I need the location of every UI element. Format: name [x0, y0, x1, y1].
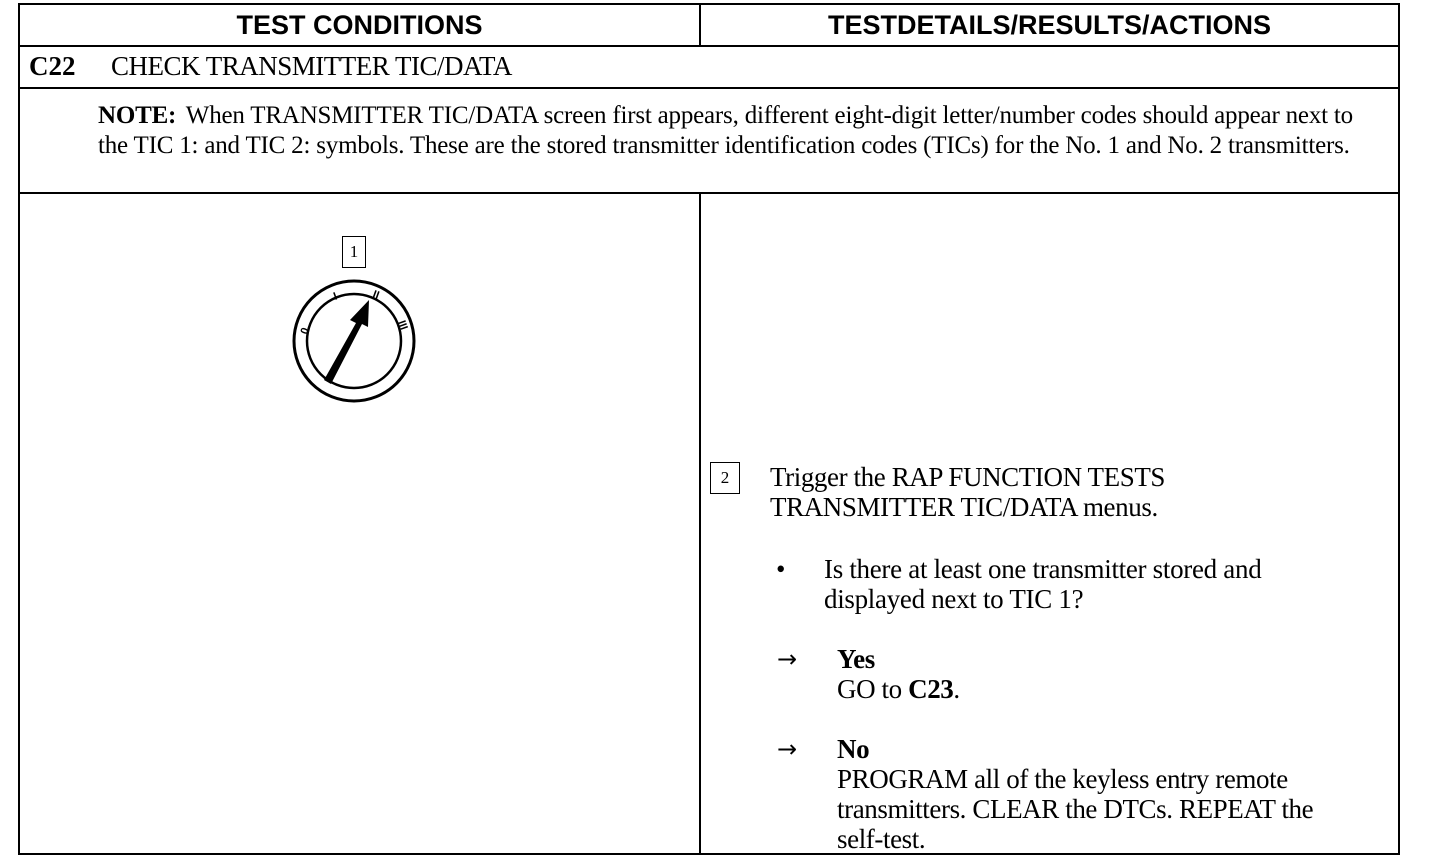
answer-no [777, 734, 1397, 854]
step-title: CHECK TRANSMITTER TIC/DATA [111, 50, 512, 81]
test-procedure-page [18, 3, 1400, 855]
ignition-outer-ring [294, 281, 414, 401]
answer-no-line-1: PROGRAM all of the keyless entry remote [837, 764, 1288, 794]
step-code: C22 [29, 50, 76, 81]
dial-label-2: II [370, 288, 381, 302]
answer-no-label: No [837, 734, 870, 764]
callout-1: 1 [342, 236, 366, 268]
question-item [770, 554, 1344, 614]
note-label: NOTE: [98, 102, 177, 129]
test-details-column [701, 194, 1398, 853]
question-line-2: displayed next to TIC 1? [824, 584, 1084, 614]
arrow-right-icon: → [777, 735, 798, 763]
question-text [824, 554, 1344, 614]
table-header [20, 5, 1398, 47]
action-instruction [770, 462, 1330, 522]
answer-no-line-3: self-test. [837, 824, 926, 854]
answer-yes-prefix: GO to [837, 674, 909, 704]
key-arrow [324, 300, 369, 384]
action-line-2: TRANSMITTER TIC/DATA menus. [770, 492, 1158, 522]
callout-2: 2 [710, 462, 740, 494]
action-line-1: Trigger the RAP FUNCTION TESTS [770, 462, 1166, 492]
ignition-switch-icon [288, 278, 420, 404]
step-title-row [20, 45, 1398, 89]
dial-label-off: 0 [298, 326, 312, 337]
header-test-details: TESTDETAILS/RESULTS/ACTIONS [827, 9, 1271, 40]
bullet-icon: • [776, 554, 786, 584]
test-body [20, 194, 1398, 853]
question-line-1: Is there at least one transmitter stored and [824, 554, 1262, 584]
answer-yes-label: Yes [837, 644, 875, 674]
answer-yes-action [837, 674, 1397, 704]
answer-yes-body [837, 644, 1397, 704]
answer-yes-suffix: . [953, 674, 960, 704]
header-test-conditions: TEST CONDITIONS [20, 5, 701, 45]
note-block [20, 89, 1398, 194]
answer-no-body [837, 734, 1397, 854]
note-text: When TRANSMITTER TIC/DATA screen first appears, different eight-digit letter/number codes should appear next to the TIC 1: and TIC 2: symbols. These are the stored transmitter identification codes (TICs) for the No. 1 and No. 2 transmitters. [98, 102, 1353, 159]
answer-no-line-2: transmitters. CLEAR the DTCs. REPEAT the [837, 794, 1314, 824]
answer-yes [777, 644, 1397, 704]
ignition-inner-ring [307, 294, 401, 388]
dial-label-3: III [395, 318, 410, 332]
arrow-right-icon: → [777, 645, 798, 673]
answer-yes-target: C23 [908, 674, 954, 704]
dial-label-1: I [331, 290, 339, 303]
test-conditions-column [20, 194, 701, 853]
